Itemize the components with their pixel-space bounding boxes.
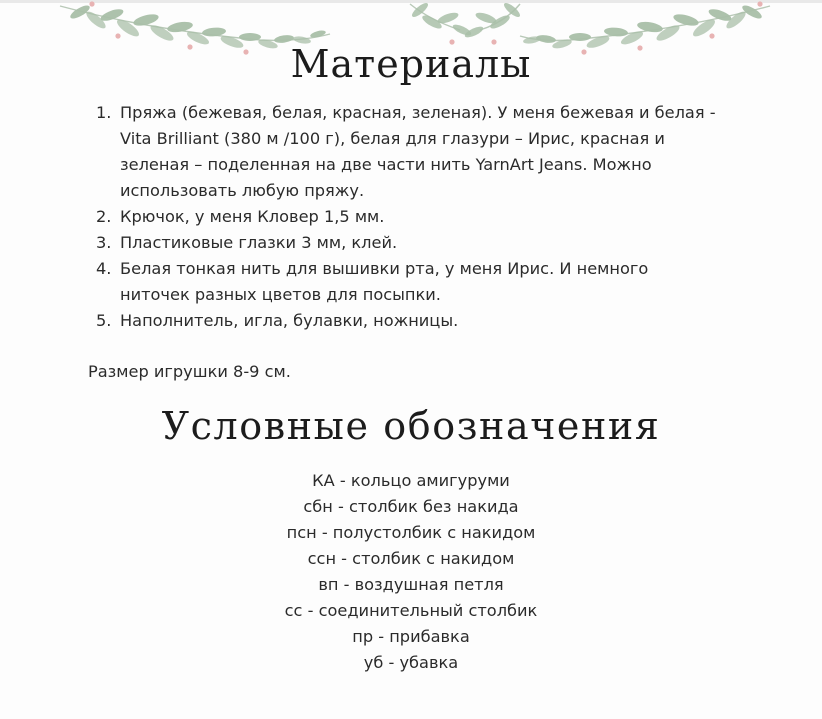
materials-item-line: Пряжа (бежевая, белая, красная, зеленая). У меня бежевая и белая -	[120, 103, 716, 122]
materials-item-line: Крючок, у меня Кловер 1,5 мм.	[120, 207, 385, 226]
legend-list	[0, 468, 822, 676]
materials-item-line: Пластиковые глазки 3 мм, клей.	[120, 233, 398, 252]
legend-title: Условные обозначения	[161, 404, 661, 448]
toy-size-note: Размер игрушки 8-9 см.	[88, 362, 291, 381]
materials-item-line: использовать любую пряжу.	[120, 181, 365, 200]
legend-item: пр - прибавка	[352, 627, 470, 646]
legend-item: уб - убавка	[363, 653, 459, 672]
materials-title: Материалы	[290, 42, 532, 86]
materials-item-line: ниточек разных цветов для посыпки.	[120, 285, 441, 304]
materials-item-number: 4.	[96, 259, 112, 278]
materials-item-line: зеленая – поделенная на две части нить YarnArt Jeans. Можно	[120, 155, 652, 174]
materials-item	[96, 230, 736, 256]
legend-item: КА - кольцо амигуруми	[312, 471, 510, 490]
materials-item-line: Vita Brilliant (380 м /100 г), белая для глазури – Ирис, красная и	[120, 129, 665, 148]
legend-item: вп - воздушная петля	[318, 575, 504, 594]
materials-item-line: Белая тонкая нить для вышивки рта, у меня Ирис. И немного	[120, 259, 649, 278]
materials-item-number: 3.	[96, 233, 112, 252]
materials-item	[96, 100, 736, 204]
legend-item: сбн - столбик без накида	[303, 497, 519, 516]
materials-item	[96, 308, 736, 334]
materials-list	[96, 100, 736, 334]
materials-item	[96, 204, 736, 230]
materials-item	[96, 256, 736, 308]
legend-item: ссн - столбик с накидом	[307, 549, 515, 568]
legend-item: псн - полустолбик с накидом	[286, 523, 536, 542]
materials-item-line: Наполнитель, игла, булавки, ножницы.	[120, 311, 459, 330]
legend-item: сс - соединительный столбик	[284, 601, 538, 620]
materials-item-number: 1.	[96, 103, 112, 122]
materials-item-number: 5.	[96, 311, 112, 330]
materials-item-number: 2.	[96, 207, 112, 226]
